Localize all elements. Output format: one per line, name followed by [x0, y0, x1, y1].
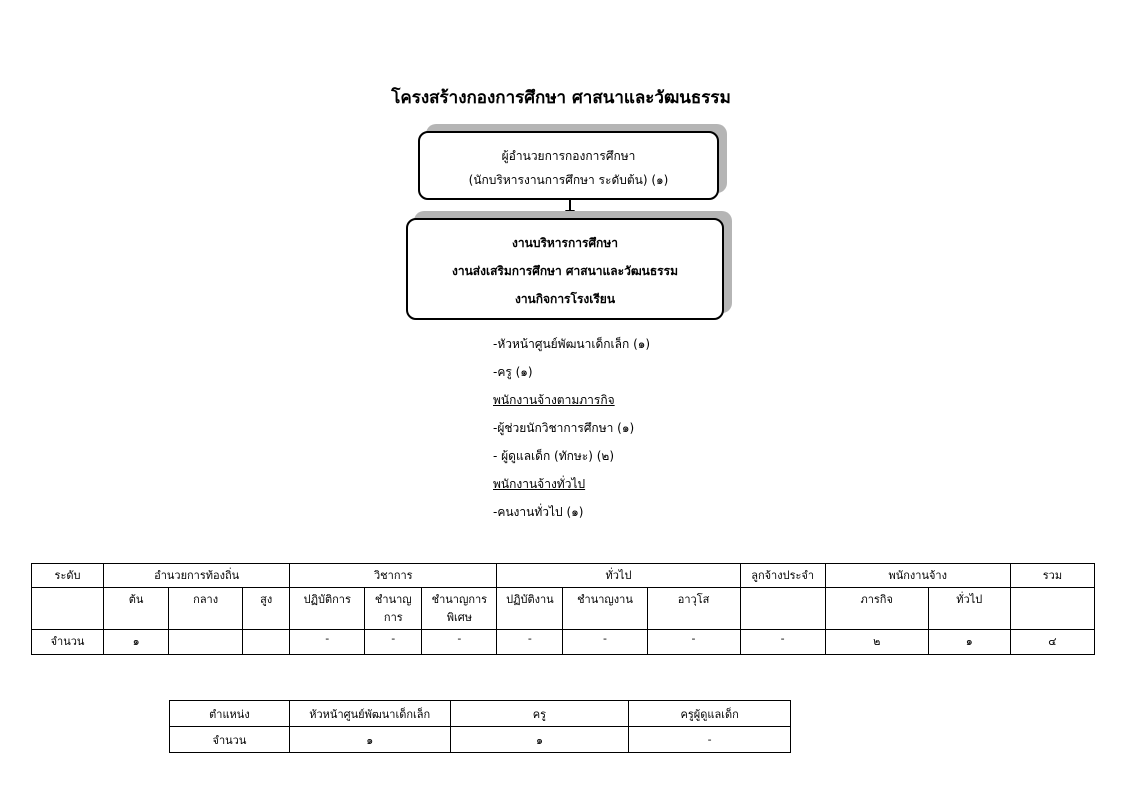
table-row	[170, 727, 791, 753]
staff-item: -ผู้ช่วยนักวิชาการศึกษา (๑)	[493, 421, 635, 435]
count-cell: ๒	[825, 630, 928, 655]
header-cell: ครู	[450, 701, 629, 727]
page-title: โครงสร้างกองการศึกษา ศาสนาและวัฒนธรรม	[391, 88, 731, 108]
subheader-cell: กลาง	[169, 588, 243, 630]
childcare-position-table	[169, 700, 791, 753]
staff-list	[493, 330, 650, 526]
total-cell: ๔	[1010, 630, 1094, 655]
subheader-cell: ภารกิจ	[825, 588, 928, 630]
subheader-cell: ปฏิบัติงาน	[497, 588, 563, 630]
header-cell: รวม	[1010, 564, 1094, 588]
arrow-down-icon	[565, 210, 575, 217]
row-label: จำนวน	[170, 727, 290, 753]
header-cell: ตำแหน่ง	[170, 701, 290, 727]
count-cell: ๑	[289, 727, 450, 753]
subheader-cell: อาวุโส	[647, 588, 740, 630]
subheader-cell: ทั่วไป	[928, 588, 1010, 630]
staff-item: - ผู้ดูแลเด็ก (ทักษะ) (๒)	[493, 449, 615, 463]
row-label: จำนวน	[32, 630, 104, 655]
count-cell: -	[740, 630, 825, 655]
count-cell: -	[422, 630, 497, 655]
table-header-row	[32, 564, 1095, 588]
count-cell	[243, 630, 290, 655]
count-cell: -	[290, 630, 365, 655]
table-subheader-row	[32, 588, 1095, 630]
header-cell: หัวหน้าศูนย์พัฒนาเด็กเล็ก	[289, 701, 450, 727]
unit-school: งานกิจการโรงเรียน	[514, 292, 616, 306]
count-cell: -	[497, 630, 563, 655]
header-cell: ครูผู้ดูแลเด็ก	[629, 701, 791, 727]
header-cell: อำนวยการท้องถิ่น	[104, 564, 290, 588]
count-cell: -	[563, 630, 647, 655]
count-cell: -	[629, 727, 791, 753]
table-row	[32, 630, 1095, 655]
subheader-cell: ชำนาญการพิเศษ	[422, 588, 497, 630]
count-cell: -	[365, 630, 422, 655]
subheader-cell: สูง	[243, 588, 290, 630]
staff-item: -คนงานทั่วไป (๑)	[493, 505, 584, 519]
staff-item: -หัวหน้าศูนย์พัฒนาเด็กเล็ก (๑)	[493, 337, 651, 351]
subheader-cell	[740, 588, 825, 630]
subheader-cell: ต้น	[104, 588, 169, 630]
staff-item: -ครู (๑)	[493, 365, 533, 379]
units-box	[406, 218, 724, 320]
director-title: ผู้อำนวยการกองการศึกษา	[501, 149, 636, 163]
count-cell: ๑	[928, 630, 1010, 655]
count-cell: ๑	[450, 727, 629, 753]
header-cell: ทั่วไป	[497, 564, 740, 588]
count-cell: -	[647, 630, 740, 655]
subheader-cell	[1010, 588, 1094, 630]
subheader-cell	[32, 588, 104, 630]
header-cell: ลูกจ้างประจำ	[740, 564, 825, 588]
table-header-row	[170, 701, 791, 727]
subheader-cell: ชำนาญงาน	[563, 588, 647, 630]
unit-promotion: งานส่งเสริมการศึกษา ศาสนาและวัฒนธรรม	[452, 264, 678, 278]
staff-group-heading: พนักงานจ้างตามภารกิจ	[493, 393, 615, 407]
position-level-table	[31, 563, 1095, 655]
unit-admin: งานบริหารการศึกษา	[512, 236, 618, 250]
count-cell	[169, 630, 243, 655]
subheader-cell: ปฏิบัติการ	[290, 588, 365, 630]
subheader-cell: ชำนาญการ	[365, 588, 422, 630]
header-cell: พนักงานจ้าง	[825, 564, 1010, 588]
count-cell: ๑	[104, 630, 169, 655]
staff-group-heading: พนักงานจ้างทั่วไป	[493, 477, 586, 491]
header-cell: ระดับ	[32, 564, 104, 588]
director-subtitle: (นักบริหารงานการศึกษา ระดับต้น) (๑)	[468, 173, 669, 187]
header-cell: วิชาการ	[290, 564, 497, 588]
director-box	[418, 131, 719, 200]
